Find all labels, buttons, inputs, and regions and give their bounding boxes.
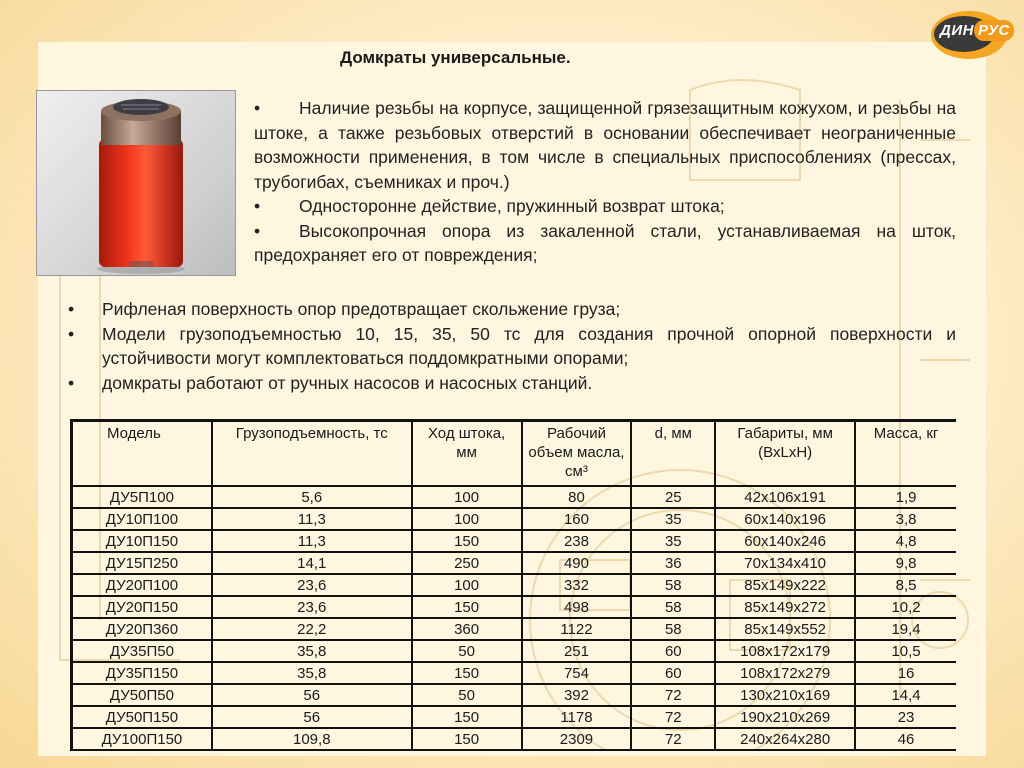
cell-capacity: 5,6 <box>212 486 412 508</box>
cell-mass: 10,2 <box>855 596 956 618</box>
cell-diameter: 36 <box>631 552 715 574</box>
cell-stroke: 50 <box>412 684 522 706</box>
cell-capacity: 11,3 <box>212 530 412 552</box>
cell-capacity: 11,3 <box>212 508 412 530</box>
cell-model: ДУ20П360 <box>72 618 212 640</box>
bullet-text: Рифленая поверхность опор предотвращает скольжение груза; <box>102 299 621 319</box>
cell-model: ДУ10П100 <box>72 508 212 530</box>
table-body <box>72 486 957 750</box>
cell-diameter: 35 <box>631 508 715 530</box>
cell-mass: 8,5 <box>855 574 956 596</box>
bullet-item <box>68 371 956 396</box>
cell-dimensions: 108x172x279 <box>715 662 855 684</box>
column-header-model: Модель <box>72 421 212 487</box>
product-photo <box>36 90 236 276</box>
cell-diameter: 60 <box>631 662 715 684</box>
cell-mass: 9,8 <box>855 552 956 574</box>
cell-capacity: 35,8 <box>212 640 412 662</box>
cell-stroke: 250 <box>412 552 522 574</box>
cell-oil-volume: 332 <box>522 574 632 596</box>
logo-text-part2: РУС <box>974 20 1014 41</box>
bullet-item <box>254 194 956 219</box>
column-header-mass: Масса, кг <box>855 421 956 487</box>
cell-oil-volume: 392 <box>522 684 632 706</box>
bullet-text: Односторонне действие, пружинный возврат штока; <box>299 196 725 216</box>
bullets-full-width <box>68 297 956 395</box>
cell-capacity: 56 <box>212 684 412 706</box>
cell-capacity: 23,6 <box>212 596 412 618</box>
bullet-item <box>68 322 956 371</box>
bullet-item <box>68 297 956 322</box>
cell-dimensions: 240x264x280 <box>715 728 855 750</box>
bullet-dot: • <box>254 196 261 216</box>
cell-diameter: 72 <box>631 684 715 706</box>
table-row <box>72 706 957 728</box>
bullet-item <box>254 219 956 268</box>
logo-text <box>940 22 1014 39</box>
specs-table <box>70 419 956 751</box>
logo-text-part1: ДИН <box>940 22 974 39</box>
cell-dimensions: 85x149x552 <box>715 618 855 640</box>
table-row <box>72 640 957 662</box>
cell-diameter: 72 <box>631 706 715 728</box>
column-header-oil-volume: Рабочий объем масла, см³ <box>522 421 632 487</box>
bullet-text: Модели грузоподъемностью 10, 15, 35, 50 тс для создания прочной опорной поверхности и устойчивости могут комплектоваться поддомкратными опорами; <box>102 323 956 368</box>
cell-diameter: 25 <box>631 486 715 508</box>
bullet-dot: • <box>68 299 75 319</box>
table-row <box>72 684 957 706</box>
cell-capacity: 14,1 <box>212 552 412 574</box>
cell-oil-volume: 490 <box>522 552 632 574</box>
bullet-text: Высокопрочная опора из закаленной стали, устанавливаемая на шток, предохраняет его от повреждения; <box>254 220 956 265</box>
cell-stroke: 100 <box>412 508 522 530</box>
bullet-text: домкраты работают от ручных насосов и насосных станций. <box>102 372 593 393</box>
cell-dimensions: 130x210x169 <box>715 684 855 706</box>
cell-stroke: 150 <box>412 706 522 728</box>
cell-mass: 16 <box>855 662 956 684</box>
column-header-diameter: d, мм <box>631 421 715 487</box>
cell-mass: 14,4 <box>855 684 956 706</box>
cell-mass: 3,8 <box>855 508 956 530</box>
cell-model: ДУ15П250 <box>72 552 212 574</box>
cell-diameter: 58 <box>631 596 715 618</box>
cell-dimensions: 42x106x191 <box>715 486 855 508</box>
cell-dimensions: 85x149x222 <box>715 574 855 596</box>
cell-diameter: 58 <box>631 618 715 640</box>
cell-model: ДУ20П100 <box>72 574 212 596</box>
table-row <box>72 552 957 574</box>
bullets-beside-photo <box>254 96 956 268</box>
cell-stroke: 150 <box>412 728 522 750</box>
cell-oil-volume: 1122 <box>522 618 632 640</box>
cell-dimensions: 70x134x410 <box>715 552 855 574</box>
bullet-dot: • <box>254 98 261 118</box>
cell-stroke: 150 <box>412 596 522 618</box>
slide-title: Домкраты универсальные. <box>340 48 571 67</box>
table-row <box>72 486 957 508</box>
column-header-stroke: Ход штока, мм <box>412 421 522 487</box>
cell-oil-volume: 754 <box>522 662 632 684</box>
cell-stroke: 150 <box>412 662 522 684</box>
cell-diameter: 60 <box>631 640 715 662</box>
cell-capacity: 22,2 <box>212 618 412 640</box>
table-row <box>72 662 957 684</box>
cell-diameter: 35 <box>631 530 715 552</box>
cell-model: ДУ35П50 <box>72 640 212 662</box>
cell-dimensions: 85x149x272 <box>715 596 855 618</box>
cell-mass: 19,4 <box>855 618 956 640</box>
cell-dimensions: 108x172x179 <box>715 640 855 662</box>
column-header-capacity: Грузоподъемность, тс <box>212 421 412 487</box>
bullet-item <box>254 96 956 194</box>
table-row <box>72 618 957 640</box>
cell-oil-volume: 2309 <box>522 728 632 750</box>
cell-mass: 4,8 <box>855 530 956 552</box>
table-row <box>72 530 957 552</box>
bullet-dot: • <box>68 372 75 393</box>
cell-oil-volume: 160 <box>522 508 632 530</box>
cell-model: ДУ50П50 <box>72 684 212 706</box>
bullet-dot: • <box>68 323 75 344</box>
cell-stroke: 100 <box>412 574 522 596</box>
cell-model: ДУ50П150 <box>72 706 212 728</box>
cell-model: ДУ5П100 <box>72 486 212 508</box>
cell-stroke: 360 <box>412 618 522 640</box>
cell-stroke: 50 <box>412 640 522 662</box>
bullet-text: Наличие резьбы на корпусе, защищенной грязезащитным кожухом, и резьбы на штоке, а также резьбовых отверстий в основании обеспечивает неограниченные возможности применения, в том числе в специальных приспособлениях (прессах, трубогибах, съемниках и проч.) <box>254 98 956 192</box>
cell-model: ДУ20П150 <box>72 596 212 618</box>
cell-diameter: 58 <box>631 574 715 596</box>
cell-oil-volume: 498 <box>522 596 632 618</box>
table-row <box>72 728 957 750</box>
cell-oil-volume: 80 <box>522 486 632 508</box>
cell-capacity: 56 <box>212 706 412 728</box>
cell-dimensions: 190x210x269 <box>715 706 855 728</box>
jack-cylinder-image <box>37 91 235 275</box>
cell-dimensions: 60x140x196 <box>715 508 855 530</box>
cell-model: ДУ100П150 <box>72 728 212 750</box>
cell-oil-volume: 251 <box>522 640 632 662</box>
cell-oil-volume: 1178 <box>522 706 632 728</box>
table-row <box>72 508 957 530</box>
cell-stroke: 150 <box>412 530 522 552</box>
cell-model: ДУ10П150 <box>72 530 212 552</box>
cell-diameter: 72 <box>631 728 715 750</box>
cell-capacity: 109,8 <box>212 728 412 750</box>
cell-capacity: 35,8 <box>212 662 412 684</box>
cell-mass: 46 <box>855 728 956 750</box>
cell-oil-volume: 238 <box>522 530 632 552</box>
cell-capacity: 23,6 <box>212 574 412 596</box>
table-row <box>72 596 957 618</box>
cell-mass: 1,9 <box>855 486 956 508</box>
cell-stroke: 100 <box>412 486 522 508</box>
cell-model: ДУ35П150 <box>72 662 212 684</box>
cell-mass: 23 <box>855 706 956 728</box>
column-header-dimensions: Габариты, мм (ВхLхН) <box>715 421 855 487</box>
bullet-dot: • <box>254 220 261 241</box>
table-row <box>72 574 957 596</box>
table-header-row <box>72 421 957 487</box>
cell-mass: 10,5 <box>855 640 956 662</box>
cell-dimensions: 60x140x246 <box>715 530 855 552</box>
